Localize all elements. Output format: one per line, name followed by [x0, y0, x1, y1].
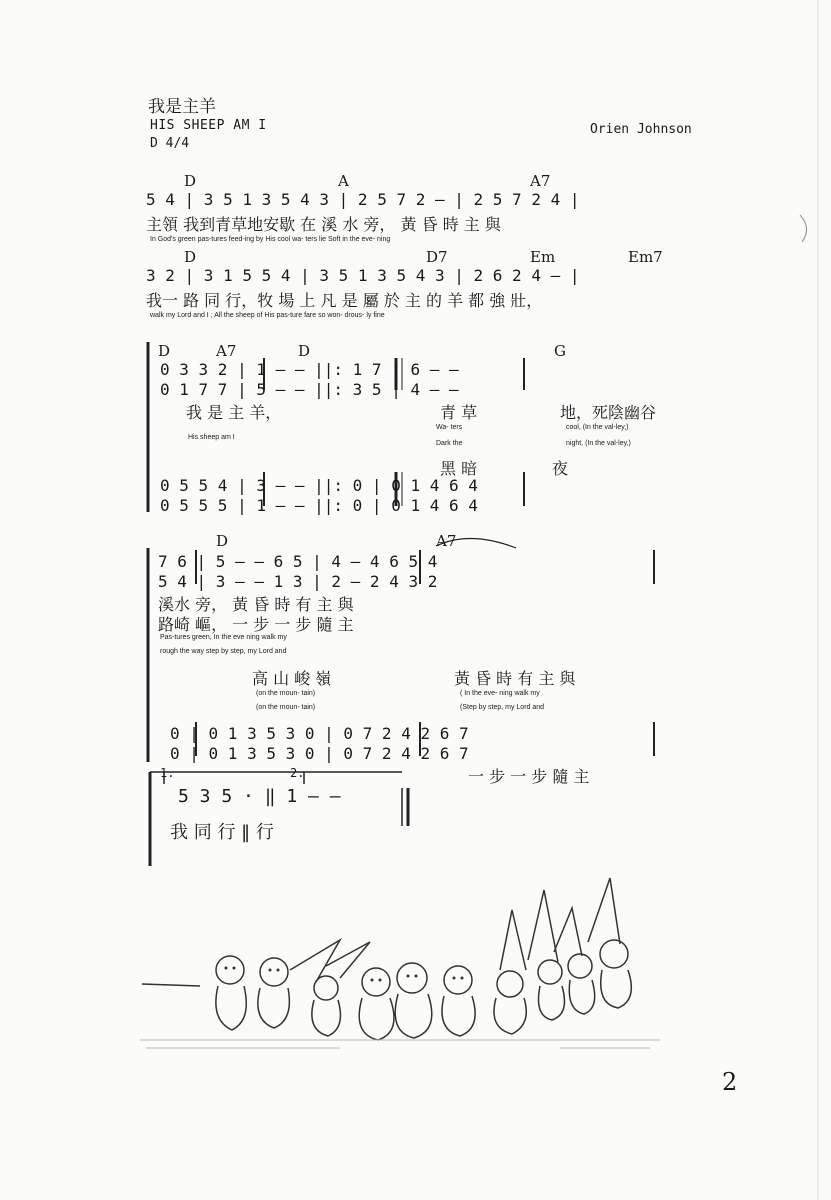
lyrics-english: (on the moun- tain)	[256, 704, 316, 711]
chord-symbol: D7	[426, 248, 448, 266]
lyrics-chinese: 夜	[552, 459, 569, 478]
lyrics-english: Dark the	[436, 440, 463, 447]
title-chinese: 我是主羊	[148, 97, 216, 117]
notation-alto: 5 4 | 3 — — 1 3 | 2 — 2 4 3 2	[158, 572, 438, 591]
lyrics-chinese: 我 是 主 羊，	[186, 403, 282, 422]
lyrics-chinese: 高 山 峻 嶺	[252, 669, 332, 688]
notation-line: 3 2 | 3 1 5 5 4 | 3 5 1 3 5 4 3 | 2 6 2 4 — |	[146, 266, 580, 285]
lyrics-english: (Step by step, my Lord and	[460, 704, 545, 711]
key-and-time-signature: D 4/4	[150, 136, 190, 151]
notation-bass: 0 5 5 5 | 1 — — ||: 0 | 0 1 4 6 4	[160, 496, 478, 515]
ending-lyrics: 我 同 行 ‖ 行	[170, 822, 274, 843]
chord-symbol: D	[184, 172, 197, 190]
notation-tenor: 0 | 0 1 3 5 3 0 | 0 7 2 4 2 6 7	[170, 724, 469, 743]
chord-symbol: D	[298, 342, 311, 360]
illustration-cartoon	[140, 870, 660, 1060]
ending-notation: 5 3 5 · ‖ 1 — —	[178, 786, 341, 807]
notation-soprano: 0 3 3 2 | 1 — — ||: 1 7 | 6 — —	[160, 360, 459, 379]
lyrics-chinese: 路崎 嶇， 一 步 一 步 隨 主	[158, 615, 354, 634]
lyrics-english: Pas-tures green, In the eve ning walk my	[160, 634, 287, 641]
lyrics-english: Wa- ters	[436, 424, 463, 431]
lyrics-chinese: 黑 暗	[440, 459, 478, 478]
notation-soprano: 7 6 | 5 — — 6 5 | 4 — 4 6 5 4	[158, 552, 438, 571]
chord-symbol: Em	[530, 248, 556, 266]
chord-symbol: D	[158, 342, 171, 360]
lyrics-chinese: 青 草	[440, 403, 478, 422]
lyrics-chinese: 一 步 一 步 隨 主	[468, 767, 590, 786]
lyrics-english: cool, (In the val-ley,)	[566, 424, 629, 431]
lyrics-chinese: 黃 昏 時 有 主 與	[454, 669, 576, 688]
lyrics-english: walk my Lord and I ; All the sheep of His pas-ture fare so won- drous- ly fine	[150, 312, 385, 319]
chord-symbol: A7	[436, 532, 457, 550]
page-number: 2	[722, 1068, 738, 1096]
composer: Orien Johnson	[590, 122, 692, 137]
lyrics-english: His sheep am I	[188, 434, 235, 441]
ending-second-marker: 2.	[290, 766, 305, 780]
chord-symbol: A	[338, 172, 349, 190]
chord-symbol: A7	[216, 342, 237, 360]
lyrics-chinese: 主領 我到青草地安歇 在 溪 水 旁， 黃 昏 時 主 與	[146, 215, 501, 234]
title-english: HIS SHEEP AM I	[150, 118, 267, 133]
lyrics-english: ( In the eve- ning walk my	[460, 690, 540, 697]
lyrics-english: (on the moun- tain)	[256, 690, 316, 697]
lyrics-english: rough the way step by step, my Lord and	[160, 648, 287, 655]
notation-alto: 0 1 7 7 | 5 — — ||: 3 5 | 4 — —	[160, 380, 459, 399]
lyrics-english: night, (In the val-ley,)	[566, 440, 631, 447]
ending-first-marker: 1.	[160, 766, 175, 780]
notation-bass: 0 | 0 1 3 5 3 0 | 0 7 2 4 2 6 7	[170, 744, 469, 763]
chord-symbol: Em7	[628, 248, 663, 266]
chord-symbol: A7	[530, 172, 551, 190]
notation-line: 5 4 | 3 5 1 3 5 4 3 | 2 5 7 2 — | 2 5 7 2 4 |	[146, 190, 580, 209]
notation-tenor: 0 5 5 4 | 3 — — ||: 0 | 0 1 4 6 4	[160, 476, 478, 495]
chord-symbol: D	[216, 532, 229, 550]
lyrics-chinese: 地，死陰幽谷	[560, 403, 657, 422]
lyrics-chinese: 溪水 旁， 黃 昏 時 有 主 與	[158, 595, 354, 614]
chord-symbol: D	[184, 248, 197, 266]
lyrics-chinese: 我一 路 同 行，牧 場 上 凡 是 屬 於 主 的 羊 都 強 壯，	[146, 291, 543, 310]
chord-symbol: G	[554, 342, 566, 360]
lyrics-english: In God's green pas-tures feed-ing by His cool wa- ters lie Soft in the eve- ning	[150, 236, 391, 243]
